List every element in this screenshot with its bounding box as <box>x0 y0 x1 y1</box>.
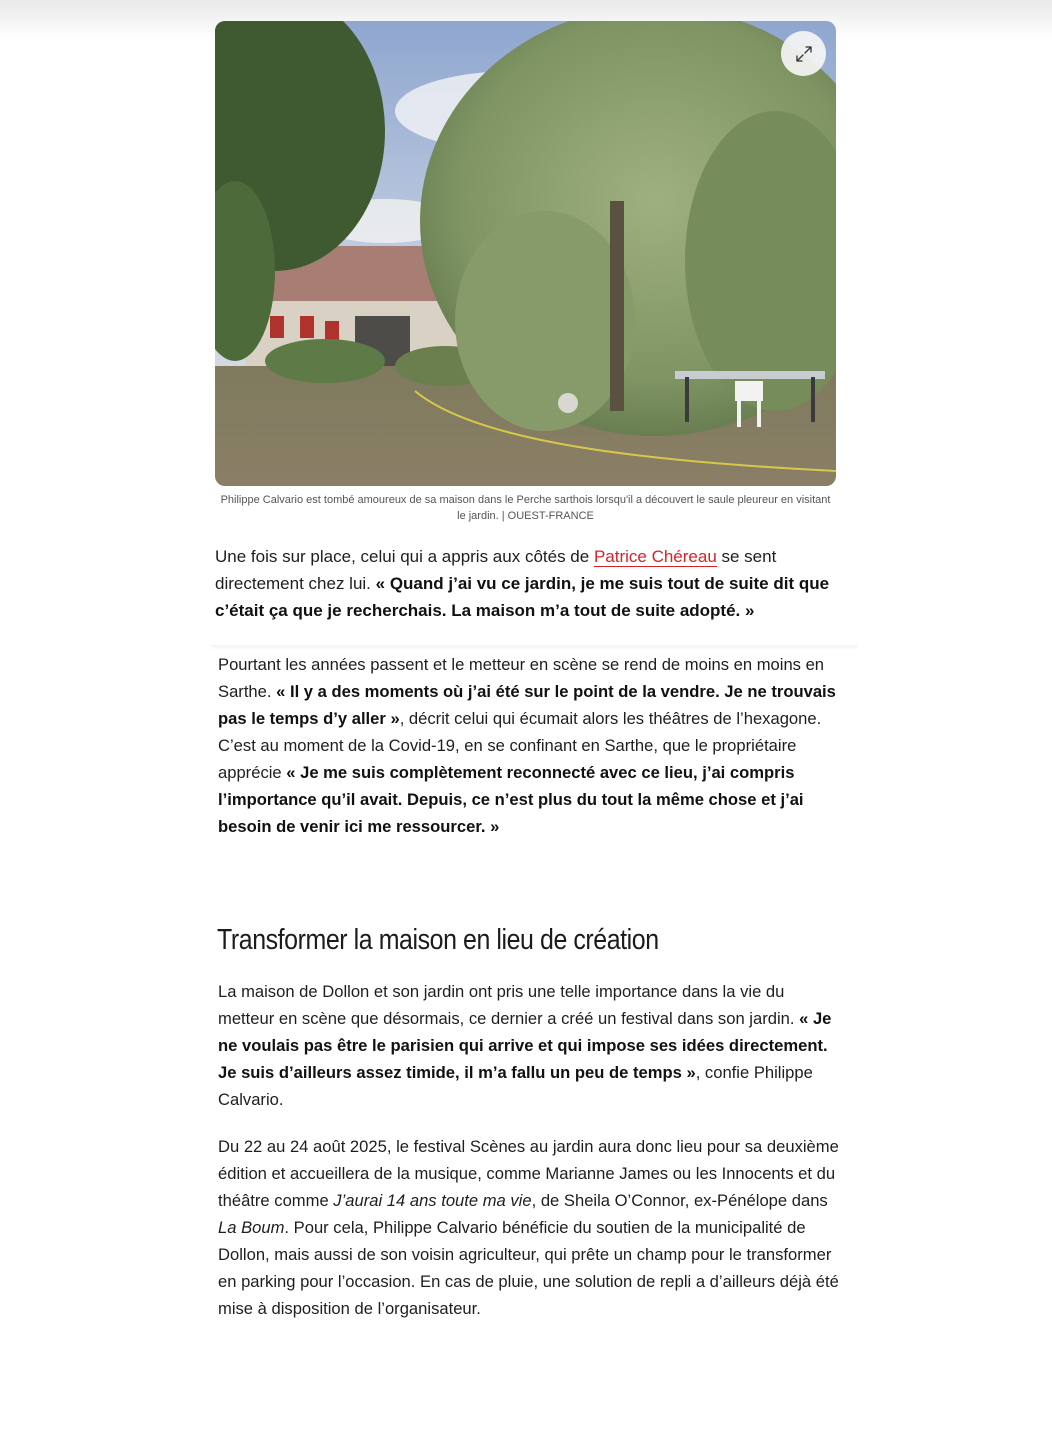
article-photo[interactable] <box>215 21 836 486</box>
paragraph-festival-details <box>218 1133 843 1322</box>
paragraph-festival-creation <box>218 978 843 1113</box>
expand-arrows-icon <box>795 45 813 63</box>
section-heading: Transformer la maison en lieu de création <box>217 924 659 956</box>
paragraph-text: La maison de Dollon et son jardin ont pris une telle importance dans la vie du metteur en scène que désormais, ce dernier a créé un festival dans son jardin. <box>218 982 800 1028</box>
quote-text: « Je ne voulais pas être le parisien qui arrive et qui impose ses idées directement. Je suis d’ailleurs assez timide, il m’a fallu un peu de temps » <box>218 1009 832 1082</box>
paragraph-text: , confie Philippe Calvario. <box>218 1063 813 1109</box>
paragraph-arrival <box>215 543 840 624</box>
paragraph-text: , de Sheila O’Connor, ex-Pénélope dans <box>531 1191 828 1210</box>
paragraph-text: Une fois sur place, celui qui a appris aux côtés de <box>215 547 594 566</box>
work-title: La Boum <box>218 1218 285 1237</box>
work-title: J’aurai 14 ans toute ma vie <box>333 1191 532 1210</box>
paragraph-text: , décrit celui qui écumait alors les théâtres de l’hexagone. C’est au moment de la Covid-19, en se confinant en Sarthe, que le propriétaire apprécie <box>218 709 822 782</box>
garden-photo-illustration <box>215 21 836 486</box>
quote-text: « Quand j’ai vu ce jardin, je me suis tout de suite dit que c’était ça que je recherchais. La maison m’a tout de suite adopté. » <box>215 574 830 620</box>
quote-text: « Il y a des moments où j’ai été sur le point de la vendre. Je ne trouvais pas le temps d’y aller » <box>218 682 836 728</box>
photo-caption: Philippe Calvario est tombé amoureux de sa maison dans le Perche sarthois lorsqu'il a découvert le saule pleureur en visitant le jardin. | OUEST-FRANCE <box>220 494 831 522</box>
section-separator <box>212 645 858 650</box>
link-patrice-chereau[interactable]: Patrice Chéreau <box>593 547 717 566</box>
paragraph-text: se sent directement chez lui. <box>215 547 777 593</box>
quote-text: « Je me suis complètement reconnecté avec ce lieu, j’ai compris l’importance qu’il avait. Depuis, ce n’est plus du tout la même chose et j’ai besoin de venir ici me ressourcer. » <box>218 763 804 836</box>
paragraph-years-pass <box>218 651 843 840</box>
expand-image-button[interactable] <box>781 31 826 76</box>
paragraph-text: Du 22 au 24 août 2025, le festival Scènes au jardin aura donc lieu pour sa deuxième édition et accueillera de la musique, comme Marianne James ou les Innocents et du théâtre comme <box>218 1137 839 1210</box>
paragraph-text: . Pour cela, Philippe Calvario bénéficie du soutien de la municipalité de Dollon, mais aussi de son voisin agriculteur, qui prête un champ pour le transformer en parking pour l’occasion. En cas de pluie, une solution de repli a d’ailleurs déjà été mise à disposition de l’organisateur. <box>218 1218 839 1318</box>
paragraph-text: Pourtant les années passent et le metteur en scène se rend de moins en moins en Sarthe. <box>218 655 825 701</box>
